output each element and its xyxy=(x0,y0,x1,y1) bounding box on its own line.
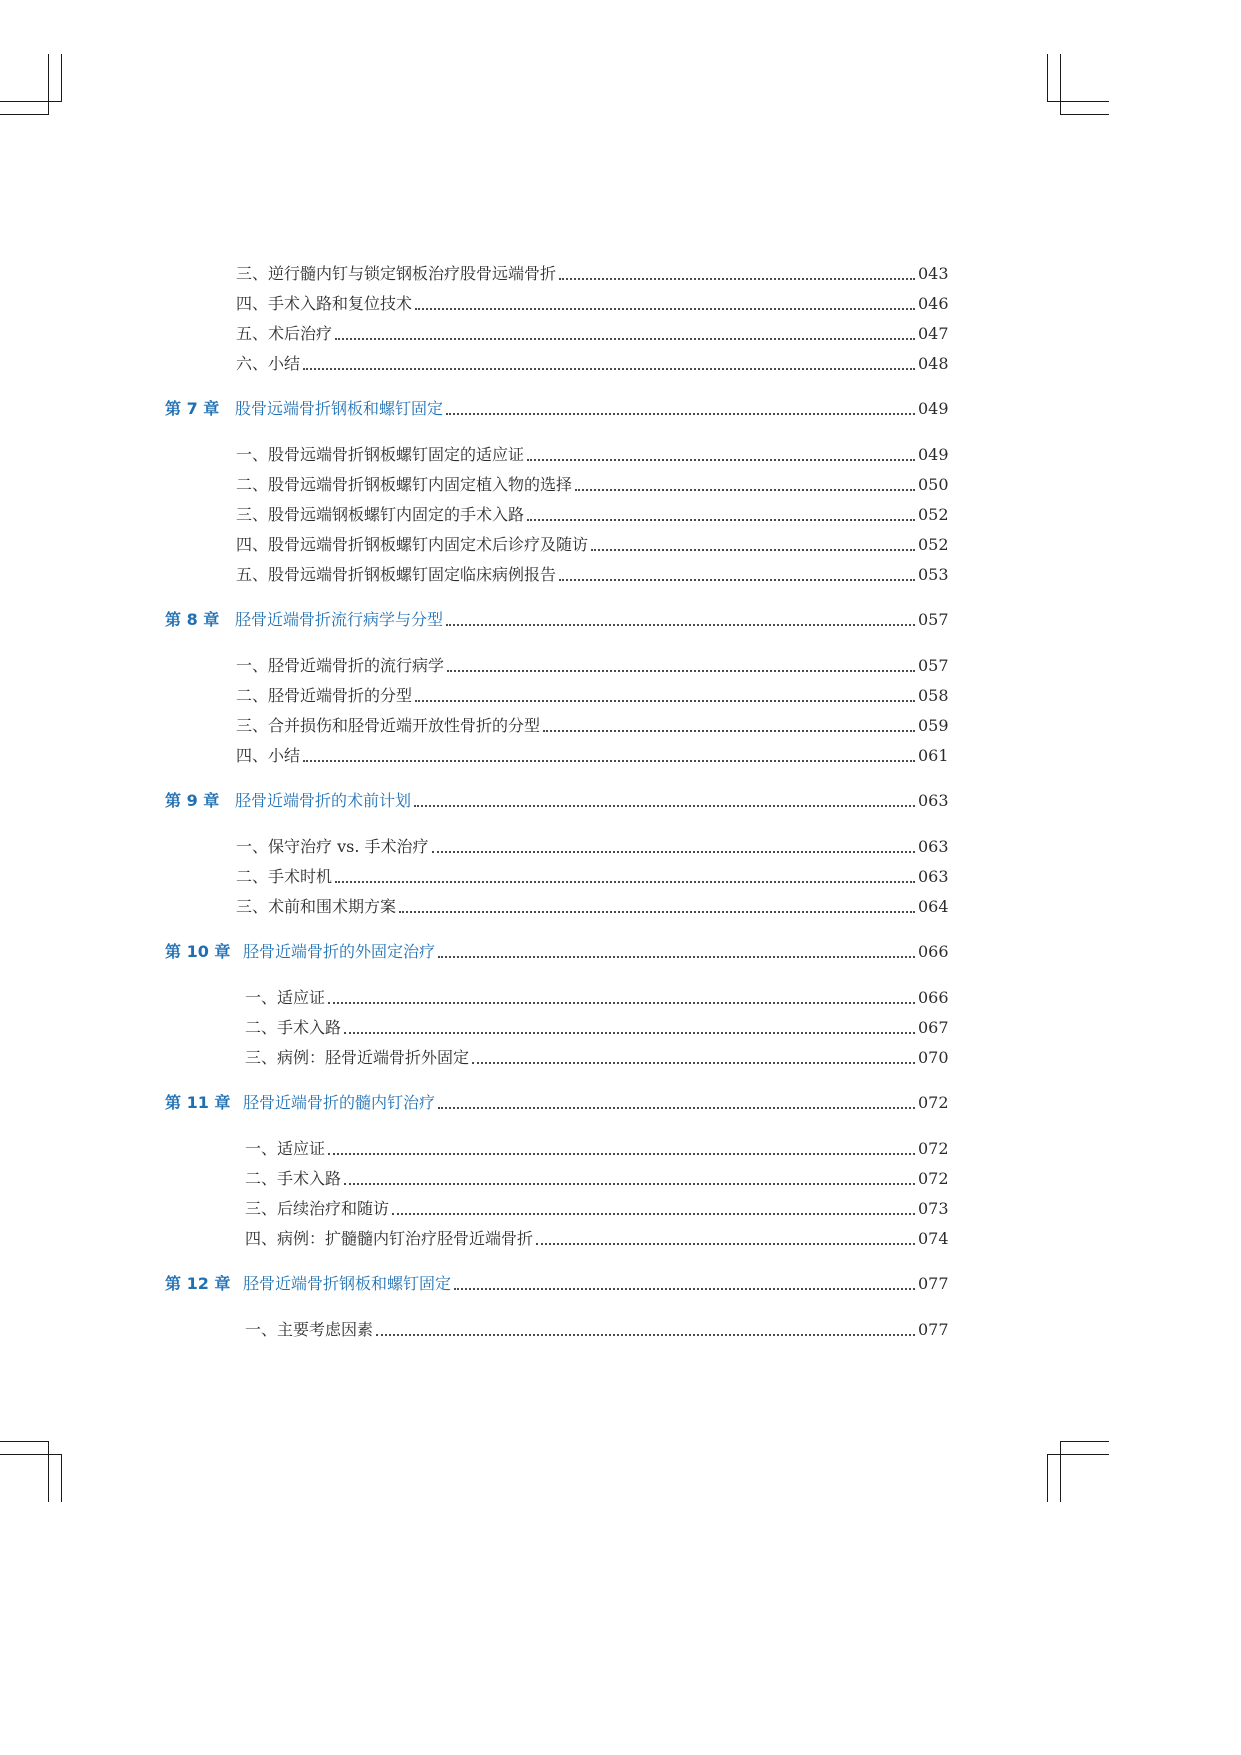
toc-section-title: 二、胫骨近端骨折的分型 xyxy=(236,686,413,705)
toc-page-number: 077 xyxy=(918,1320,949,1339)
toc-chapter-row[interactable] xyxy=(0,608,1109,632)
toc-chapter-row[interactable] xyxy=(0,397,1109,421)
toc-section-title: 三、病例：胫骨近端骨折外固定 xyxy=(245,1048,470,1067)
toc-section-row[interactable] xyxy=(0,1167,1109,1191)
toc-page-number: 067 xyxy=(918,1018,949,1037)
toc-chapter-number: 第 12 章 xyxy=(165,1274,231,1293)
toc-section-title: 一、适应证 xyxy=(245,988,326,1007)
toc-page-number: 059 xyxy=(918,716,949,735)
toc-section-title: 三、逆行髓内钉与锁定钢板治疗股骨远端骨折 xyxy=(236,264,557,283)
toc-section-title: 一、股骨远端骨折钢板螺钉固定的适应证 xyxy=(236,445,525,464)
dot-leader xyxy=(591,549,915,551)
toc-chapter-title: 胫骨近端骨折钢板和螺钉固定 xyxy=(243,1274,452,1293)
toc-page-number: 073 xyxy=(918,1199,949,1218)
toc-page-number: 052 xyxy=(918,505,949,524)
toc-page-number: 072 xyxy=(918,1139,949,1158)
toc-page-number: 048 xyxy=(918,354,949,373)
toc-section-title: 二、手术入路 xyxy=(245,1169,342,1188)
toc-section-row[interactable] xyxy=(0,835,1109,859)
dot-leader xyxy=(527,459,915,461)
dot-leader xyxy=(543,730,915,732)
toc-page-number: 057 xyxy=(918,610,949,629)
toc-section-title: 四、小结 xyxy=(236,746,301,765)
toc-section-row[interactable] xyxy=(0,292,1109,316)
toc-section-title: 二、手术时机 xyxy=(236,867,333,886)
toc-section-title: 四、股骨远端骨折钢板螺钉内固定术后诊疗及随访 xyxy=(236,535,589,554)
toc-chapter-row[interactable] xyxy=(0,1272,1109,1296)
toc-section-title: 三、后续治疗和随访 xyxy=(245,1199,390,1218)
toc-chapter-title: 胫骨近端骨折流行病学与分型 xyxy=(235,610,444,629)
dot-leader xyxy=(536,1243,915,1245)
toc-section-title: 三、术前和围术期方案 xyxy=(236,897,397,916)
toc-section-row[interactable] xyxy=(0,262,1109,286)
dot-leader xyxy=(328,1002,915,1004)
toc-page-number: 057 xyxy=(918,656,949,675)
toc-page-number: 072 xyxy=(918,1093,949,1112)
toc-section-title: 一、胫骨近端骨折的流行病学 xyxy=(236,656,445,675)
dot-leader xyxy=(414,805,915,807)
toc-section-row[interactable] xyxy=(0,1318,1109,1342)
toc-page-number: 066 xyxy=(918,988,949,1007)
toc-page-number: 049 xyxy=(918,399,949,418)
toc-page-number: 072 xyxy=(918,1169,949,1188)
dot-leader xyxy=(344,1032,915,1034)
toc-page-number: 077 xyxy=(918,1274,949,1293)
toc-section-title: 一、适应证 xyxy=(245,1139,326,1158)
toc-section-title: 二、股骨远端骨折钢板螺钉内固定植入物的选择 xyxy=(236,475,573,494)
dot-leader xyxy=(559,579,915,581)
dot-leader xyxy=(454,1288,915,1290)
toc-section-title: 三、股骨远端钢板螺钉内固定的手术入路 xyxy=(236,505,525,524)
toc-page-number: 070 xyxy=(918,1048,949,1067)
dot-leader xyxy=(432,851,915,853)
toc-section-title: 一、主要考虑因素 xyxy=(245,1320,374,1339)
dot-leader xyxy=(472,1062,915,1064)
toc-page-number: 046 xyxy=(918,294,949,313)
toc-page-number: 063 xyxy=(918,791,949,810)
toc-chapter-number: 第 7 章 xyxy=(165,399,220,418)
dot-leader xyxy=(328,1153,915,1155)
dot-leader xyxy=(335,338,915,340)
toc-section-title: 四、手术入路和复位技术 xyxy=(236,294,413,313)
toc-section-row[interactable] xyxy=(0,986,1109,1010)
toc-section-row[interactable] xyxy=(0,1137,1109,1161)
toc-section-row[interactable] xyxy=(0,1046,1109,1070)
toc-section-title: 二、手术入路 xyxy=(245,1018,342,1037)
toc-section-title: 五、术后治疗 xyxy=(236,324,333,343)
toc-chapter-number: 第 10 章 xyxy=(165,942,231,961)
toc-section-row[interactable] xyxy=(0,1016,1109,1040)
dot-leader xyxy=(527,519,915,521)
toc-page-number: 058 xyxy=(918,686,949,705)
dot-leader xyxy=(303,368,915,370)
dot-leader xyxy=(392,1213,915,1215)
toc-page-number: 074 xyxy=(918,1229,949,1248)
toc-section-row[interactable] xyxy=(0,895,1109,919)
toc-section-row[interactable] xyxy=(0,533,1109,557)
toc-chapter-row[interactable] xyxy=(0,940,1109,964)
toc-chapter-number: 第 9 章 xyxy=(165,791,220,810)
toc-section-title: 三、合并损伤和胫骨近端开放性骨折的分型 xyxy=(236,716,541,735)
dot-leader xyxy=(438,1107,915,1109)
dot-leader xyxy=(415,308,915,310)
toc-section-row[interactable] xyxy=(0,865,1109,889)
toc-section-row[interactable] xyxy=(0,1227,1109,1251)
toc-section-row[interactable] xyxy=(0,443,1109,467)
toc-chapter-row[interactable] xyxy=(0,1091,1109,1115)
toc-section-row[interactable] xyxy=(0,563,1109,587)
toc-page-number: 050 xyxy=(918,475,949,494)
toc-section-title: 六、小结 xyxy=(236,354,301,373)
dot-leader xyxy=(446,413,915,415)
toc-section-row[interactable] xyxy=(0,744,1109,768)
toc-page-number: 066 xyxy=(918,942,949,961)
toc-chapter-number: 第 11 章 xyxy=(165,1093,231,1112)
toc-page-number: 063 xyxy=(918,837,949,856)
toc-page-number: 064 xyxy=(918,897,949,916)
toc-page-number: 053 xyxy=(918,565,949,584)
toc-section-row[interactable] xyxy=(0,473,1109,497)
toc-page-number: 043 xyxy=(918,264,949,283)
toc-chapter-title: 胫骨近端骨折的外固定治疗 xyxy=(243,942,436,961)
dot-leader xyxy=(303,760,915,762)
dot-leader xyxy=(559,278,915,280)
dot-leader xyxy=(575,489,915,491)
toc-section-row[interactable] xyxy=(0,322,1109,346)
toc-chapter-number: 第 8 章 xyxy=(165,610,220,629)
dot-leader xyxy=(399,911,915,913)
toc-section-row[interactable] xyxy=(0,654,1109,678)
dot-leader xyxy=(376,1334,915,1336)
toc-section-title: 五、股骨远端骨折钢板螺钉固定临床病例报告 xyxy=(236,565,557,584)
dot-leader xyxy=(344,1183,915,1185)
dot-leader xyxy=(415,700,915,702)
dot-leader xyxy=(446,624,915,626)
toc-page-number: 063 xyxy=(918,867,949,886)
toc-chapter-title: 股骨远端骨折钢板和螺钉固定 xyxy=(235,399,444,418)
toc-page-number: 049 xyxy=(918,445,949,464)
toc-page-number: 061 xyxy=(918,746,949,765)
toc-section-title: 一、保守治疗 vs. 手术治疗 xyxy=(236,837,429,856)
toc-section-row[interactable] xyxy=(0,352,1109,376)
toc-section-row[interactable] xyxy=(0,503,1109,527)
toc-page-number: 052 xyxy=(918,535,949,554)
dot-leader xyxy=(438,956,915,958)
toc-section-row[interactable] xyxy=(0,714,1109,738)
toc-chapter-title: 胫骨近端骨折的髓内钉治疗 xyxy=(243,1093,436,1112)
toc-section-title: 四、病例：扩髓髓内钉治疗胫骨近端骨折 xyxy=(245,1229,534,1248)
toc-chapter-row[interactable] xyxy=(0,789,1109,813)
toc-section-row[interactable] xyxy=(0,684,1109,708)
toc-chapter-title: 胫骨近端骨折的术前计划 xyxy=(235,791,412,810)
toc-section-row[interactable] xyxy=(0,1197,1109,1221)
dot-leader xyxy=(447,670,915,672)
toc-page-number: 047 xyxy=(918,324,949,343)
dot-leader xyxy=(335,881,915,883)
